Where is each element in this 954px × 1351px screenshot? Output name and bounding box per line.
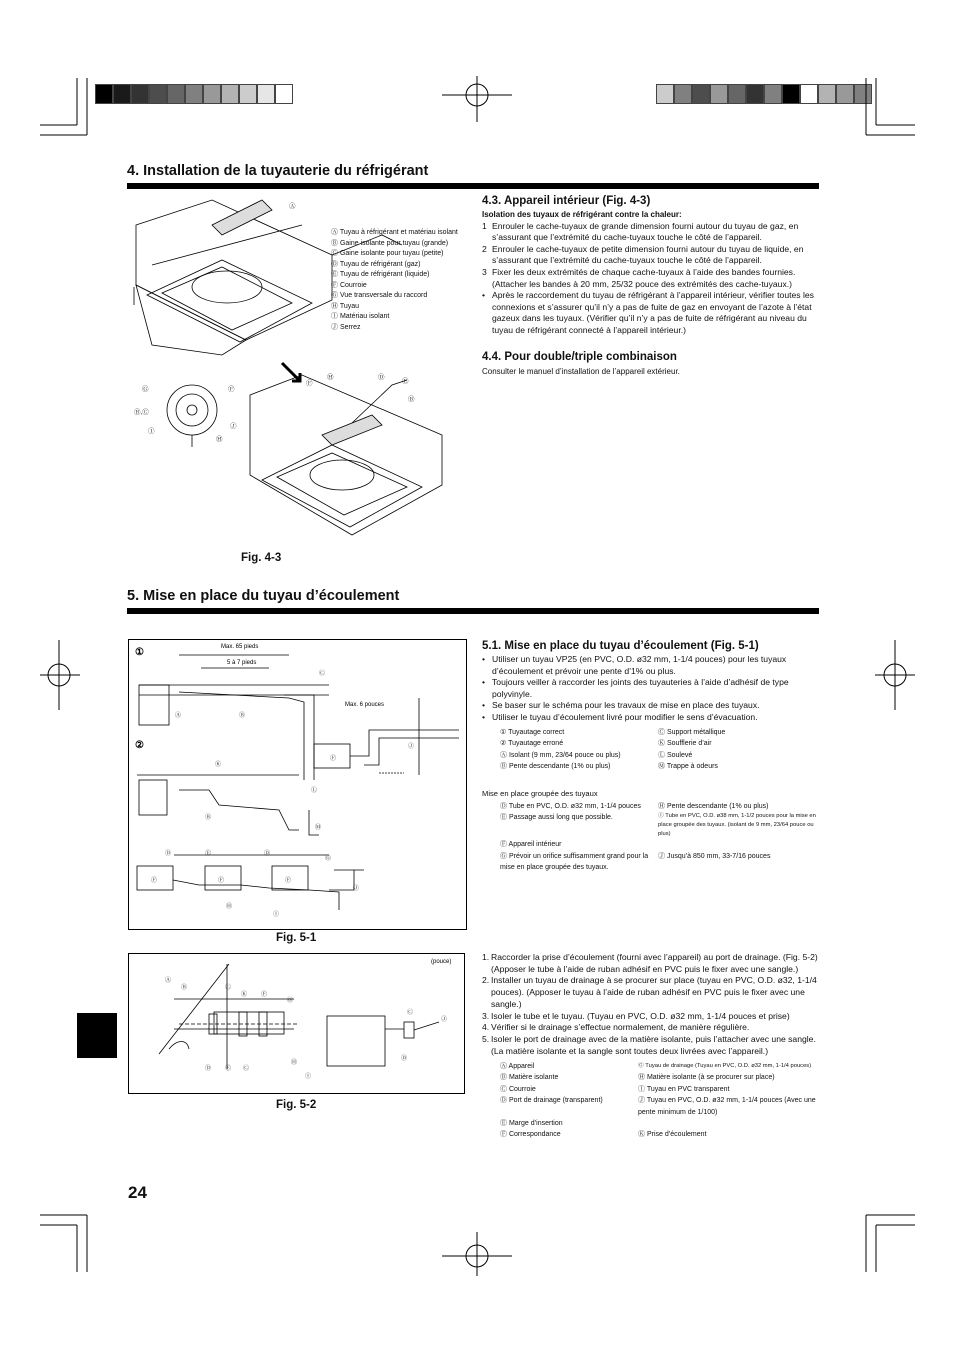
svg-text:Ⓒ: Ⓒ (225, 985, 232, 991)
label-max6: Max. 6 pouces (345, 702, 385, 708)
subsection-5-1-title: 5.1. Mise en place du tuyau d’écoulement (Fig. 5-1) (482, 640, 759, 652)
fig-5-1-legend-b: Ⓓ Tube en PVC, O.D. ø32 mm, 1-1/4 pouces Ⓗ Pente descendante (1% ou plus) Ⓔ Passage aussi long que possible. Ⓘ Tube en PVC, O.D. ø38 mm, 1-1/2 pouces pour la mise en place groupée des tuyaux. (isolant de 9 mm, 23/64 pouce ou plus) Ⓕ Appareil intérieur Ⓖ Prévoir un orifice suffisamment grand pour la mise en place groupée des tuyaux. Ⓙ Jusqu’à 850 mm, 33-7/16 pouces (500, 803, 816, 872)
svg-text:Ⓑ: Ⓑ (408, 396, 415, 403)
figure-5-1-drawing (129, 640, 466, 929)
svg-text:Ⓒ: Ⓒ (243, 1066, 250, 1072)
figure-5-2-label: Fig. 5-2 (276, 1099, 317, 1111)
fig-5-2-unit: (pouce) (431, 959, 452, 965)
svg-text:Ⓓ: Ⓓ (401, 1056, 408, 1062)
svg-text:Ⓕ: Ⓕ (285, 878, 292, 884)
subsection-4-4-title: 4.4. Pour double/triple combinaison (482, 351, 677, 363)
svg-text:Ⓒ: Ⓒ (319, 671, 326, 677)
subsection-4-3-title: 4.3. Appareil intérieur (Fig. 4-3) (482, 195, 651, 207)
subsection-4-3-body: Isolation des tuyaux de réfrigérant contre la chaleur: 1 Enrouler le cache-tuyaux de grande dimension fourni autour du tuyau de gaz, en s’assurant que l’extrémité du cache-tuyaux touche le côté de l’appareil. 2 Enrouler le cache-tuyaux de petite dimension fourni autour du tuyau de liquide, en s’assurant que l’extrémité du cache-tuyaux touche le côté de l’appareil. 3 Fixer les deux extrémités de chaque cache-tuyaux à l’aide des bandes fournies. (Attacher les bandes à 20 mm, 25/32 pouce des extrémités des cache-tuyaux.) • Après le raccordement du tuyau de réfrigérant à l’appareil intérieur, vérifier toutes les connexions et s’assurer qu’il n’y a pas de fuite de gaz en envoyant de l’azote à l’état gazeux dans les tuyaux. (Vérifier qu’il n’y a pas de fuite de réfrigérant au niveau du tuyau de réfrigérant connecté à l’appareil intérieur.) (482, 210, 814, 335)
fig-5-2-legend: Ⓐ Appareil Ⓖ Tuyau de drainage (Tuyau en PVC, O.D. ø32 mm, 1-1/4 pouces) Ⓑ Matière isolante Ⓗ Matière isolante (à se procurer sur place) Ⓒ Courroie Ⓘ Tuyau en PVC transparent Ⓓ Port de drainage (transparent) Ⓙ Tuyau en PVC, O.D. ø32 mm, 1-1/4 pouces (Avec une pente minimum de 1/100) Ⓔ Marge d’insertion Ⓕ Correspondance Ⓚ Prise d’écoulement (500, 1063, 816, 1139)
svg-text:Ⓒ: Ⓒ (407, 1010, 414, 1016)
figure-4-3-label: Fig. 4-3 (241, 552, 282, 564)
svg-text:Ⓖ: Ⓖ (325, 856, 332, 862)
svg-text:Ⓑ,Ⓒ: Ⓑ,Ⓒ (134, 409, 149, 416)
svg-text:①: ① (135, 647, 144, 658)
svg-text:Ⓓ: Ⓓ (205, 1066, 212, 1072)
fig-5-1-legend-a: ① Tuyautage correct Ⓒ Support métallique ② Tuyautage erroné Ⓚ Soufflerie d’air Ⓐ Isolant (9 mm, 23/64 pouce ou plus) Ⓛ Soulevé Ⓑ Pente descendante (1% ou plus) Ⓜ Trappe à odeurs (500, 729, 726, 771)
svg-text:Ⓑ: Ⓑ (205, 815, 212, 821)
label-max65: Max. 65 pieds (221, 644, 259, 650)
svg-text:Ⓗ: Ⓗ (291, 1060, 298, 1066)
svg-text:Ⓐ: Ⓐ (165, 978, 172, 984)
svg-text:Ⓑ: Ⓑ (181, 985, 188, 991)
svg-text:Ⓕ: Ⓕ (151, 878, 158, 884)
svg-text:Ⓕ: Ⓕ (261, 992, 268, 998)
svg-text:Ⓘ: Ⓘ (305, 1074, 312, 1080)
page-number: 24 (128, 1183, 147, 1202)
svg-text:Ⓗ: Ⓗ (226, 904, 233, 910)
svg-text:Ⓕ: Ⓕ (228, 386, 235, 393)
svg-text:Ⓙ: Ⓙ (408, 744, 415, 750)
svg-text:Ⓑ: Ⓑ (239, 713, 246, 719)
subsection-4-4-text: Consulter le manuel d’installation de l’appareil extérieur. (482, 367, 680, 376)
svg-text:Ⓐ: Ⓐ (289, 203, 296, 210)
svg-text:②: ② (135, 740, 144, 751)
figure-4-3-legend: Ⓐ Tuyau à réfrigérant et matériau isolant Ⓑ Gaine isolante pour tuyau (grande) Ⓒ Gaine isolante pour tuyau (petite) Ⓓ Tuyau de réfrigérant (gaz) Ⓔ Tuyau de réfrigérant (liquide) Ⓕ Courroie Ⓖ Vue transversale du raccord Ⓗ Tuyau Ⓘ Matériau isolant Ⓙ Serrez (331, 229, 458, 331)
drain-steps: 1. Raccorder la prise d’écoulement (fourni avec l’appareil) au port de drainage. (Fig. 5-2) (Apposer le tube à l’aide de ruban adhésif en PVC puis le fixer avec une sangle.) 2. Installer un tuyau de drainage à se procurer sur place (tuyau en PVC, O.D. ø32, 1-1/4 pouces). (Apposer le tuyau à l’aide de ruban adhésif en PVC puis le fixer avec une sangle.) 3. Isoler le tube et le tuyau. (Tuyau en PVC, O.D. ø32 mm, 1-1/4 pouces et prise) 4. Vérifier si le drainage s’effectue normalement, de manière régulière. 5. Isoler le port de drainage avec de la matière isolante, puis l’attacher avec une sangle. (La matière isolante et la sangle sont toutes deux livrées avec l’appareil.) (482, 952, 818, 1056)
section-4-rule (127, 183, 819, 189)
section-5-title: 5. Mise en place du tuyau d’écoulement (127, 588, 400, 604)
svg-text:Ⓚ: Ⓚ (215, 762, 222, 768)
svg-text:Ⓐ: Ⓐ (175, 713, 182, 719)
svg-text:Ⓛ: Ⓛ (311, 788, 318, 794)
svg-text:Ⓜ: Ⓜ (315, 825, 322, 831)
section-5-rule (127, 608, 819, 614)
svg-text:Ⓙ: Ⓙ (441, 1017, 448, 1023)
svg-text:Ⓚ: Ⓚ (241, 992, 248, 998)
svg-text:Ⓓ: Ⓓ (378, 374, 385, 381)
svg-text:Ⓓ: Ⓓ (264, 851, 271, 857)
svg-text:Ⓙ: Ⓙ (353, 886, 360, 892)
figure-5-2-drawing (129, 954, 464, 1093)
label-5a7: 5 à 7 pieds (227, 660, 257, 666)
figure-5-1-label: Fig. 5-1 (276, 932, 317, 944)
svg-text:Ⓔ: Ⓔ (205, 851, 212, 857)
svg-text:Ⓙ: Ⓙ (230, 423, 237, 430)
svg-text:Ⓖ: Ⓖ (142, 386, 149, 393)
figure-5-1-box (128, 639, 467, 930)
svg-text:Ⓔ: Ⓔ (225, 1066, 232, 1072)
chapter-tab (77, 1013, 117, 1058)
grouped-piping-title: Mise en place groupée des tuyaux (482, 789, 598, 798)
svg-text:Ⓓ: Ⓓ (165, 851, 172, 857)
subsection-5-1-body: • Utiliser un tuyau VP25 (en PVC, O.D. ø32 mm, 1-1/4 pouces) pour les tuyaux d’écoulement et prévoir une pente d’1% ou plus. • Toujours veiller à raccorder les joints des tuyauteries à l’aide d’adhésif de type polyvinyle. • Se baser sur le schéma pour les travaux de mise en place des tuyaux. • Utiliser le tuyau d’écoulement livré pour modifier le sens d’évacuation. (482, 654, 789, 722)
svg-text:Ⓘ: Ⓘ (273, 912, 280, 918)
svg-text:Ⓕ: Ⓕ (306, 380, 313, 387)
figure-5-2-box (128, 953, 465, 1094)
svg-text:Ⓕ: Ⓕ (330, 756, 337, 762)
svg-text:Ⓖ: Ⓖ (287, 998, 294, 1004)
svg-text:Ⓗ: Ⓗ (216, 436, 223, 443)
section-4-title: 4. Installation de la tuyauterie du réfrigérant (127, 163, 429, 179)
svg-text:Ⓗ: Ⓗ (327, 374, 334, 381)
svg-text:Ⓕ: Ⓕ (218, 878, 225, 884)
svg-text:Ⓔ: Ⓔ (402, 378, 409, 385)
svg-text:Ⓘ: Ⓘ (148, 428, 155, 435)
